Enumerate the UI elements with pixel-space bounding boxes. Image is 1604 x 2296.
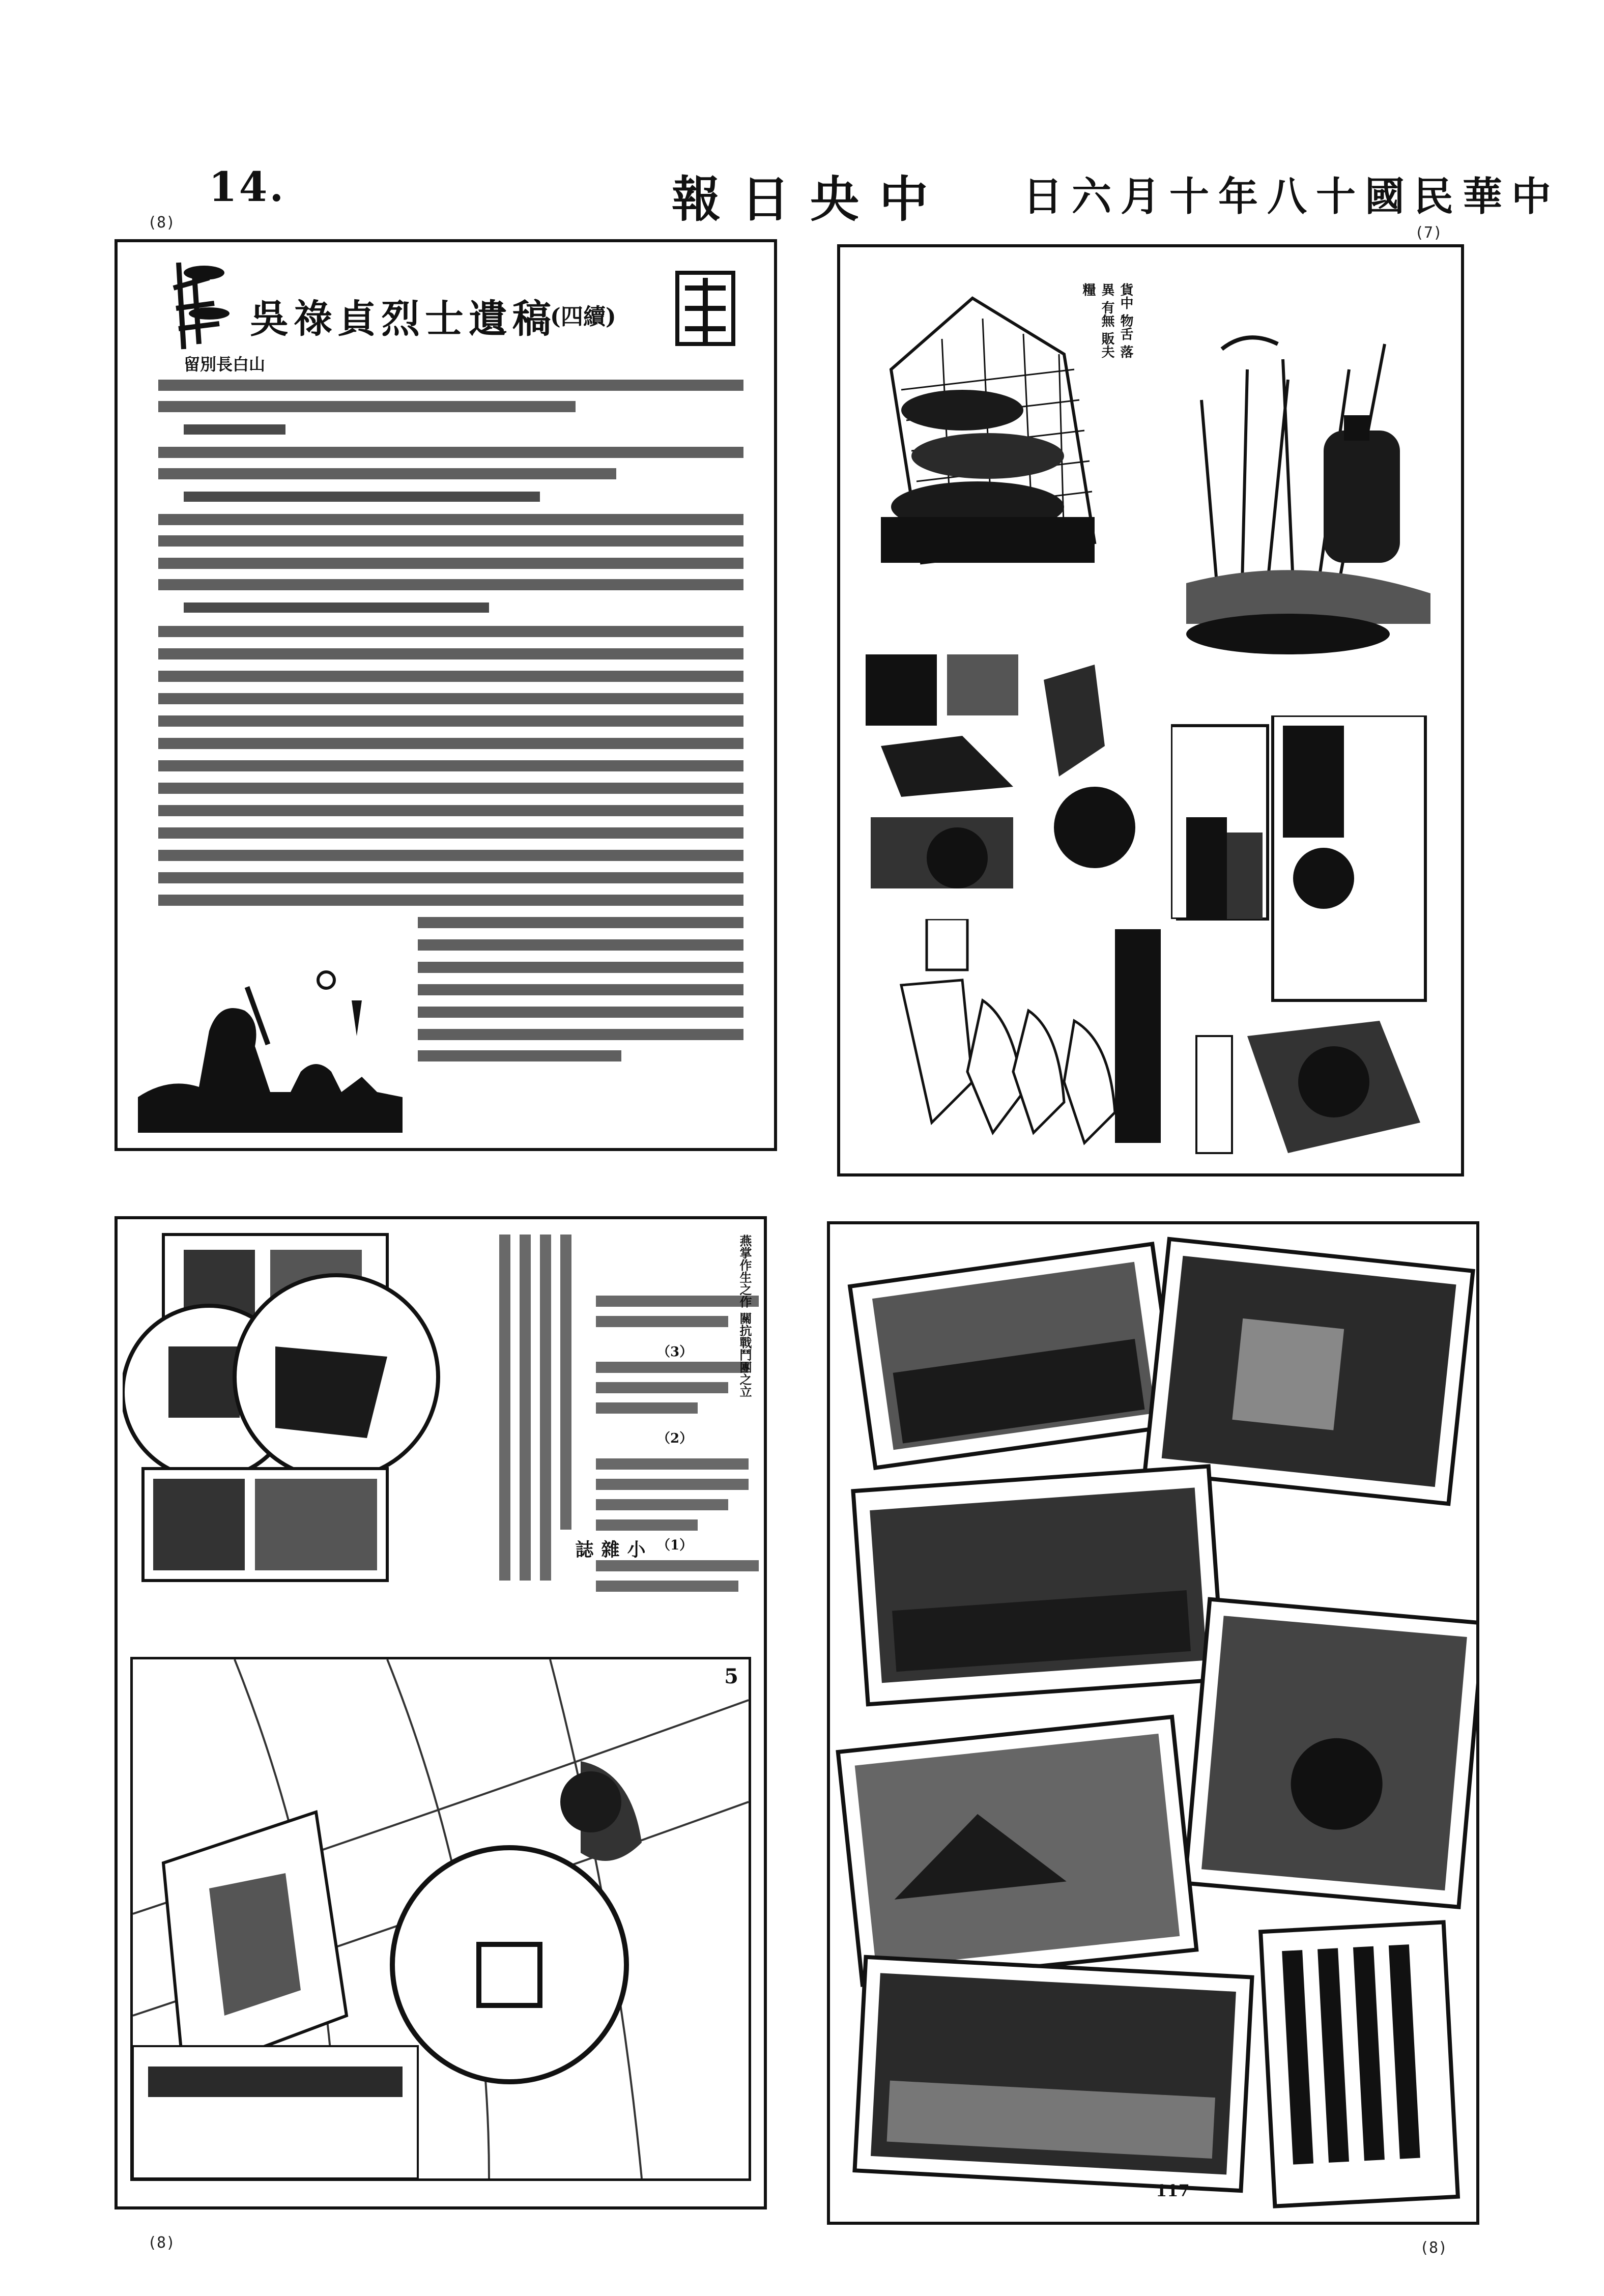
bottom-left-panel bbox=[114, 1216, 767, 2209]
bottom-left-text-columns bbox=[459, 1224, 759, 1601]
collage-corner-mark: 117 bbox=[1156, 2181, 1190, 2200]
section-number-1: （1） bbox=[657, 1538, 693, 1553]
text-lines bbox=[153, 380, 749, 1061]
bottom-right-panel bbox=[827, 1221, 1479, 2225]
title-block bbox=[163, 257, 743, 359]
page-number: 14. bbox=[209, 163, 286, 211]
poem-section-1-heading: 留別長白山 bbox=[184, 355, 266, 374]
wrestling-cartoon bbox=[1186, 1021, 1446, 1163]
article-title: 吳祿貞烈士遺稿 bbox=[250, 296, 556, 341]
article-title-suffix: (四續) bbox=[550, 304, 616, 330]
section-number-2: （2） bbox=[657, 1431, 693, 1446]
fish-net-cartoon bbox=[861, 278, 1145, 573]
newspaper-title: 報日央中 bbox=[672, 170, 949, 228]
fish-net-caption: 貨中 物舌 落異 有無 販夫 糧 bbox=[1080, 283, 1133, 359]
page-number-bottom-right: (8) bbox=[1420, 2239, 1448, 2257]
posters-cartoon bbox=[1171, 715, 1446, 1011]
page-number-top-left: (8) bbox=[148, 214, 176, 232]
photo-collage-circles bbox=[123, 1224, 448, 1591]
bamboo-decoration-icon bbox=[163, 257, 235, 354]
section-number-3: （3） bbox=[657, 1344, 693, 1360]
marching-figures-cartoon bbox=[861, 919, 1176, 1153]
top-left-panel bbox=[114, 239, 777, 1151]
magazine-subheading: 燕掌作生之作 關抗戰鬥團之立 bbox=[737, 1235, 752, 1398]
silhouette-illustration bbox=[138, 970, 403, 1133]
issue-date: 日六月十年八十國民華中 bbox=[1023, 174, 1561, 220]
cartoon-corner-mark: 5 bbox=[724, 1664, 738, 1688]
title-seal-icon bbox=[672, 268, 738, 349]
page-header bbox=[0, 153, 1604, 228]
magazine-heading: 小 雜 誌 bbox=[572, 1540, 646, 1568]
page-number-top-right: (7) bbox=[1415, 224, 1443, 242]
globe-coin-cartoon bbox=[130, 1657, 751, 2181]
sacks-cartoon bbox=[861, 644, 1166, 909]
frog-reeds-cartoon bbox=[1166, 268, 1441, 665]
top-right-panel bbox=[837, 244, 1464, 1176]
page-number-bottom-left: (8) bbox=[148, 2234, 176, 2252]
